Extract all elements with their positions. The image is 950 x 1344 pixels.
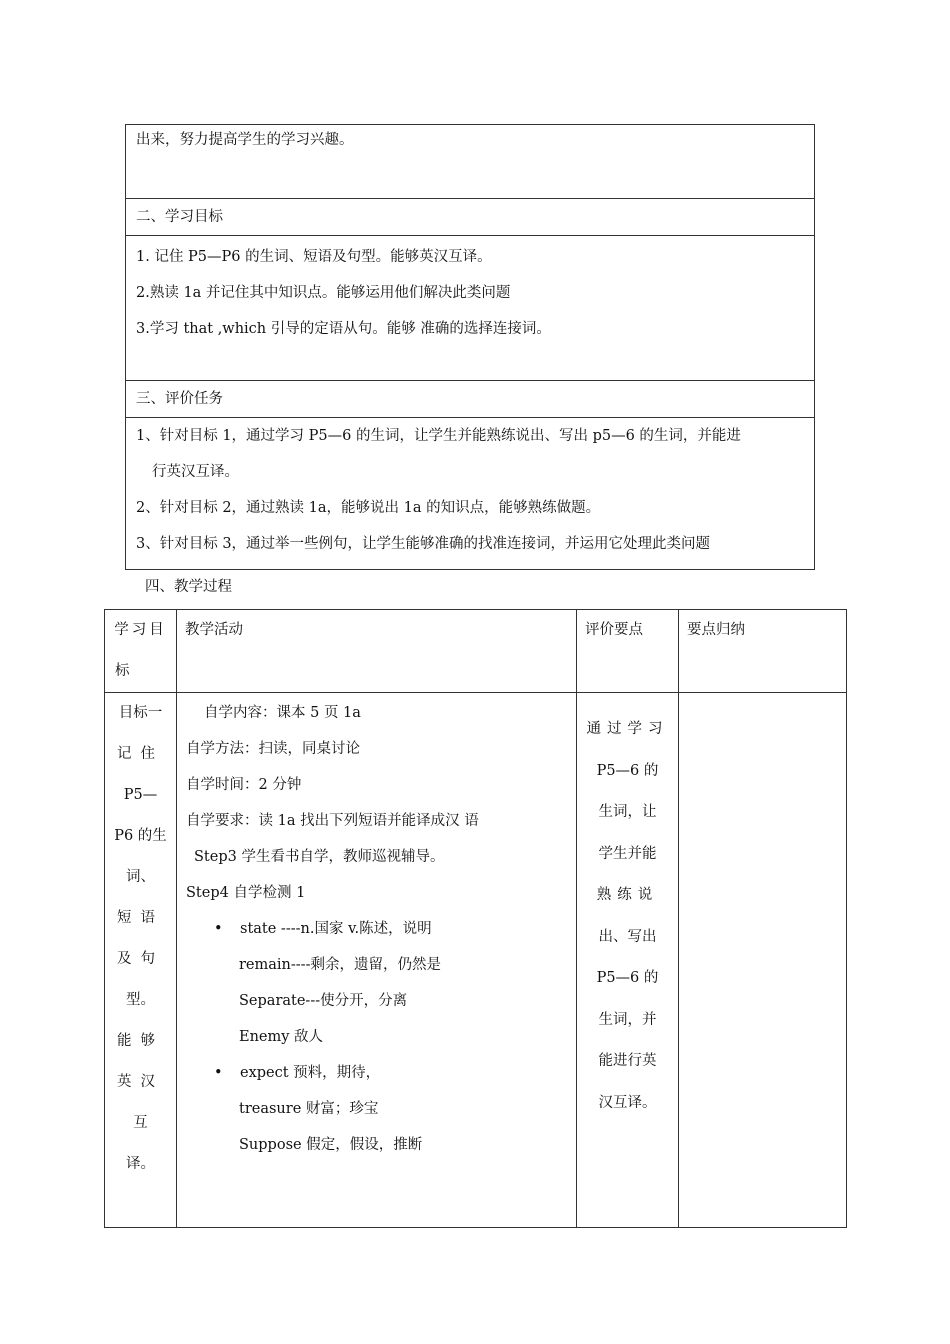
- section2-body: [126, 236, 815, 381]
- goal-line: 英汉: [117, 1074, 164, 1090]
- goal-cell: [105, 693, 177, 1228]
- objective-item: 2.熟读 1a 并记住其中知识点。能够运用他们解决此类问题: [136, 285, 511, 301]
- activity-cell: [177, 693, 577, 1228]
- task-item: 1、针对目标 1，通过学习 P5—6 的生词，让学生并能熟练说出、写出 p5—6 的生词，并能进: [136, 428, 741, 444]
- activity-method: 自学方法：扫读，同桌讨论: [186, 741, 360, 757]
- bullet-icon: •: [214, 1065, 223, 1081]
- vocab-item: remain----剩余，遗留，仍然是: [239, 957, 441, 973]
- goal-line: 型。: [126, 992, 155, 1008]
- activity-step3: Step3 学生看书自学，教师巡视辅导。: [194, 849, 445, 865]
- header-activity-label: 教学活动: [185, 622, 243, 638]
- header-eval: [577, 610, 679, 693]
- header-goal: [105, 610, 177, 693]
- vocab-item: treasure 财富；珍宝: [239, 1101, 379, 1117]
- goal-line: 及句: [117, 951, 164, 967]
- goal-line: P5—: [123, 787, 158, 803]
- eval-line: 通过学习: [586, 721, 669, 737]
- objective-item: 1. 记住 P5—P6 的生词、短语及句型。能够英汉互译。: [136, 249, 492, 265]
- bullet-icon: •: [214, 921, 223, 937]
- intro-line: 出来，努力提高学生的学习兴趣。: [136, 132, 354, 148]
- task-item-cont: 行英汉互译。: [152, 464, 239, 480]
- section3-title: 三、评价任务: [136, 391, 223, 407]
- task-item: 3、针对目标 3，通过举一些例句，让学生能够准确的找准连接词，并运用它处理此类问题: [136, 536, 711, 552]
- goal-line: 词、: [126, 869, 155, 885]
- objectives-table: [125, 124, 815, 570]
- header-goal-line: 学习目: [114, 622, 167, 638]
- goal-line: 短语: [117, 910, 164, 926]
- activity-step4: Step4 自学检测 1: [186, 885, 306, 901]
- objective-item: 3.学习 that ,which 引导的定语从句。能够 准确的选择连接词。: [136, 321, 551, 337]
- activity-requirement: 自学要求：读 1a 找出下列短语并能译成汉 语: [186, 813, 479, 829]
- vocab-text: state ----n.国家 v.陈述，说明: [240, 921, 432, 937]
- activity-time: 自学时间：2 分钟: [186, 777, 302, 793]
- vocab-item: [186, 1055, 568, 1091]
- summary-cell: [679, 693, 847, 1228]
- intro-cell: [126, 125, 815, 199]
- goal-line: 记住: [117, 746, 164, 762]
- vocab-item: [186, 911, 568, 947]
- eval-line: P5—6 的: [596, 970, 659, 986]
- goal-line: P6 的生: [114, 828, 167, 844]
- vocab-item: Separate---使分开，分离: [239, 993, 408, 1009]
- header-summary-label: 要点归纳: [687, 622, 745, 638]
- eval-line: 能进行英: [598, 1053, 657, 1069]
- task-item: 2、针对目标 2，通过熟读 1a，能够说出 1a 的知识点，能够熟练做题。: [136, 500, 601, 516]
- eval-cell: [577, 693, 679, 1228]
- section3-header: [126, 381, 815, 418]
- process-table: [104, 609, 847, 1228]
- eval-line: 出、写出: [598, 928, 657, 945]
- activity-content: 自学内容：课本 5 页 1a: [204, 705, 361, 721]
- header-eval-label: 评价要点: [585, 622, 643, 638]
- goal-line: 互: [133, 1115, 148, 1131]
- eval-line: P5—6 的: [596, 762, 659, 779]
- goal-line: 能够: [117, 1033, 164, 1049]
- vocab-item: Enemy 敌人: [239, 1029, 324, 1045]
- section2-header: [126, 199, 815, 236]
- header-goal-line: 标: [115, 663, 133, 679]
- header-activity: [177, 610, 577, 693]
- header-summary: [679, 610, 847, 693]
- section4-title: 四、教学过程: [145, 579, 232, 595]
- section2-title: 二、学习目标: [136, 209, 223, 225]
- eval-line: 学生并能: [598, 845, 657, 862]
- section3-body: [126, 418, 815, 570]
- vocab-item: Suppose 假定，假设，推断: [239, 1137, 423, 1153]
- eval-line: 生词，让: [598, 804, 657, 820]
- goal-line: 译。: [126, 1156, 155, 1172]
- goal-line: 目标一: [118, 705, 163, 721]
- eval-line: 生词，并: [598, 1011, 657, 1028]
- eval-line: 汉互译。: [598, 1094, 657, 1111]
- vocab-text: expect 预料，期待，: [240, 1065, 381, 1081]
- eval-line: 熟练说: [596, 887, 659, 903]
